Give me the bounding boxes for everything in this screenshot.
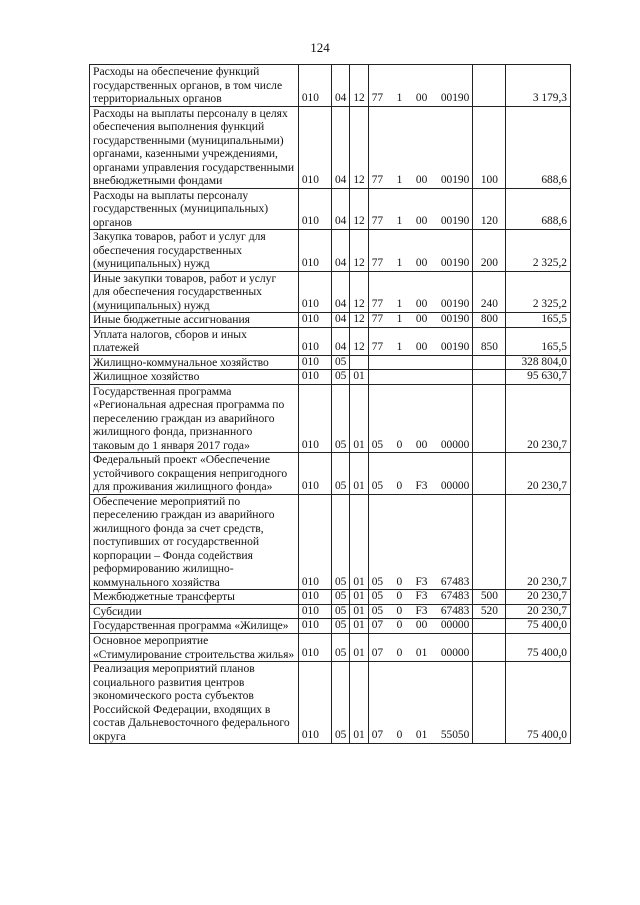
code-subsection: 12 (350, 65, 368, 107)
row-sum: 20 230,7 (506, 494, 571, 590)
target-article-part: 01 (415, 729, 428, 742)
target-article-part: 00 (415, 256, 428, 269)
target-article-part: 1 (396, 256, 403, 269)
target-article-part: 1 (396, 173, 403, 186)
code-target-article (368, 604, 473, 619)
code-target-article (368, 619, 473, 634)
code-expense-type: 520 (473, 604, 506, 619)
code-expense-type: 240 (473, 271, 506, 313)
target-article-parts (372, 215, 470, 229)
target-article-part: 00 (415, 341, 428, 353)
target-article-part: 77 (371, 91, 384, 104)
target-article-part: 77 (371, 173, 384, 186)
code-target-article (368, 327, 473, 355)
table-row (90, 370, 571, 385)
target-article-part: 77 (371, 313, 384, 325)
code-section: 04 (331, 230, 349, 272)
code-section: 04 (331, 65, 349, 107)
code-subsection: 12 (350, 188, 368, 230)
row-sum: 688,6 (506, 106, 571, 188)
code-section: 05 (331, 384, 349, 453)
code-grbs: 010 (298, 604, 331, 619)
target-article-parts (372, 341, 470, 355)
code-target-article (368, 65, 473, 107)
row-sum: 20 230,7 (506, 453, 571, 495)
code-subsection: 01 (350, 634, 368, 662)
table-row (90, 106, 571, 188)
target-article-part: 00000 (440, 619, 470, 632)
code-subsection: 12 (350, 106, 368, 188)
target-article-part: 01 (415, 647, 428, 660)
target-article-parts (372, 576, 470, 590)
code-target-article (368, 188, 473, 230)
code-grbs: 010 (298, 327, 331, 355)
row-name: Расходы на выплаты персоналу государственных (муниципальных) органов (90, 188, 299, 230)
table-row (90, 271, 571, 313)
target-article-part: 05 (371, 480, 384, 493)
target-article-part: 00190 (440, 256, 470, 269)
table-row (90, 619, 571, 634)
code-grbs: 010 (298, 662, 331, 744)
code-section: 05 (331, 634, 349, 662)
code-expense-type (473, 65, 506, 107)
target-article-part: 77 (371, 256, 384, 269)
target-article-parts (372, 313, 470, 327)
code-expense-type (473, 494, 506, 590)
target-article-part: 67483 (440, 604, 470, 617)
code-grbs: 010 (298, 230, 331, 272)
target-article-part: 77 (371, 298, 384, 311)
target-article-part: 00190 (440, 298, 470, 311)
code-subsection: 12 (350, 230, 368, 272)
code-section: 04 (331, 313, 349, 328)
row-name: Жилищно-коммунальное хозяйство (90, 355, 299, 370)
table-row (90, 313, 571, 328)
row-sum: 328 804,0 (506, 355, 571, 370)
row-sum: 165,5 (506, 327, 571, 355)
code-section: 05 (331, 662, 349, 744)
code-expense-type (473, 662, 506, 744)
code-subsection: 01 (350, 619, 368, 634)
target-article-part: 00000 (440, 438, 470, 451)
target-article-part: 0 (396, 590, 403, 603)
table-row (90, 355, 571, 370)
target-article-parts (372, 257, 470, 271)
target-article-parts (372, 590, 470, 604)
page-number: 124 (310, 40, 330, 55)
table-row (90, 590, 571, 605)
target-article-part: 0 (396, 480, 403, 493)
code-section: 05 (331, 453, 349, 495)
code-target-article (368, 634, 473, 662)
code-subsection: 01 (350, 662, 368, 744)
code-expense-type: 850 (473, 327, 506, 355)
row-name: Обеспечение мероприятий по переселению граждан из аварийного жилищного фонда за счет средств, поступивших от государственной корпорации – Фонда содействия реформированию жилищно-коммунального хозяйства (90, 494, 299, 590)
code-grbs: 010 (298, 590, 331, 605)
target-article-part: 1 (396, 313, 403, 325)
target-article-part: 1 (396, 341, 403, 353)
code-grbs: 010 (298, 634, 331, 662)
target-article-part: 00 (415, 298, 428, 311)
row-sum: 20 230,7 (506, 604, 571, 619)
code-section: 04 (331, 271, 349, 313)
code-subsection: 12 (350, 271, 368, 313)
target-article-part: 1 (396, 91, 403, 104)
target-article-part: F3 (415, 575, 428, 588)
target-article-parts (372, 619, 470, 633)
code-expense-type (473, 453, 506, 495)
target-article-part: 00 (415, 215, 428, 228)
code-section: 05 (331, 604, 349, 619)
target-article-part: 67483 (440, 590, 470, 603)
code-target-article (368, 355, 473, 370)
table-row (90, 384, 571, 453)
target-article-part: 00000 (440, 647, 470, 660)
table-row (90, 662, 571, 744)
target-article-part: F3 (415, 480, 428, 493)
code-grbs: 010 (298, 188, 331, 230)
code-subsection: 01 (350, 384, 368, 453)
code-subsection: 12 (350, 313, 368, 328)
row-sum: 688,6 (506, 188, 571, 230)
code-grbs: 010 (298, 494, 331, 590)
code-section: 05 (331, 370, 349, 385)
target-article-part: 07 (371, 619, 384, 632)
target-article-part: 55050 (440, 729, 470, 742)
table-row (90, 327, 571, 355)
code-grbs: 010 (298, 370, 331, 385)
code-expense-type (473, 355, 506, 370)
target-article-part: 0 (396, 438, 403, 451)
target-article-part: 67483 (440, 575, 470, 588)
target-article-part: 00190 (440, 341, 470, 353)
target-article-part: 77 (371, 215, 384, 228)
code-grbs: 010 (298, 355, 331, 370)
code-expense-type (473, 370, 506, 385)
code-expense-type (473, 384, 506, 453)
table-row (90, 634, 571, 662)
row-name: Иные бюджетные ассигнования (90, 313, 299, 328)
code-target-article (368, 494, 473, 590)
row-sum: 165,5 (506, 313, 571, 328)
target-article-part: F3 (415, 604, 428, 617)
row-name: Жилищное хозяйство (90, 370, 299, 385)
code-target-article (368, 106, 473, 188)
target-article-parts (372, 480, 470, 494)
code-target-article (368, 370, 473, 385)
code-section: 05 (331, 494, 349, 590)
code-expense-type: 100 (473, 106, 506, 188)
target-article-part: 00190 (440, 173, 470, 186)
code-target-article (368, 662, 473, 744)
code-section: 05 (331, 355, 349, 370)
table-row (90, 453, 571, 495)
code-subsection: 12 (350, 327, 368, 355)
code-section: 05 (331, 590, 349, 605)
code-expense-type (473, 619, 506, 634)
code-section: 04 (331, 188, 349, 230)
row-name: Закупка товаров, работ и услуг для обеспечения государственных (муниципальных) нужд (90, 230, 299, 272)
target-article-part: 0 (396, 647, 403, 660)
code-subsection (350, 355, 368, 370)
row-sum: 2 325,2 (506, 230, 571, 272)
code-grbs: 010 (298, 271, 331, 313)
target-article-part: 00000 (440, 480, 470, 493)
target-article-part: 0 (396, 604, 403, 617)
table-row (90, 494, 571, 590)
budget-table (89, 64, 571, 744)
table-row (90, 230, 571, 272)
row-name: Государственная программа «Жилище» (90, 619, 299, 634)
code-expense-type (473, 634, 506, 662)
target-article-part: 1 (396, 215, 403, 228)
row-name: Основное мероприятие «Стимулирование строительства жилья» (90, 634, 299, 662)
row-name: Уплата налогов, сборов и иных платежей (90, 327, 299, 355)
code-grbs: 010 (298, 313, 331, 328)
code-subsection: 01 (350, 370, 368, 385)
target-article-parts (372, 298, 470, 312)
code-target-article (368, 313, 473, 328)
code-section: 05 (331, 619, 349, 634)
row-name: Иные закупки товаров, работ и услуг для обеспечения государственных (муниципальных) нужд (90, 271, 299, 313)
target-article-part: 07 (371, 647, 384, 660)
target-article-part: 1 (396, 298, 403, 311)
target-article-part: 07 (371, 729, 384, 742)
code-grbs: 010 (298, 384, 331, 453)
row-name: Федеральный проект «Обеспечение устойчивого сокращения непригодного для проживания жилищного фонда» (90, 453, 299, 495)
target-article-parts (372, 174, 470, 188)
code-target-article (368, 230, 473, 272)
row-name: Расходы на выплаты персоналу в целях обеспечения выполнения функций государственными (муниципальными) органами, казенными учреждениями, органами управления государственными внебюджетными фондами (90, 106, 299, 188)
target-article-part: 77 (371, 341, 384, 353)
target-article-parts (372, 439, 470, 453)
code-expense-type: 800 (473, 313, 506, 328)
budget-table-body (90, 65, 571, 744)
target-article-part: 00 (415, 619, 428, 632)
target-article-part: 00190 (440, 91, 470, 104)
target-article-part: 00 (415, 438, 428, 451)
target-article-part: 05 (371, 604, 384, 617)
row-name: Государственная программа «Региональная адресная программа по переселению граждан из аварийного жилищного фонда, признанного таковым до 1 января 2017 года» (90, 384, 299, 453)
target-article-part: 00 (415, 173, 428, 186)
row-name: Межбюджетные трансферты (90, 590, 299, 605)
code-expense-type: 120 (473, 188, 506, 230)
code-target-article (368, 271, 473, 313)
row-sum: 2 325,2 (506, 271, 571, 313)
row-sum: 75 400,0 (506, 619, 571, 634)
row-sum: 20 230,7 (506, 590, 571, 605)
code-section: 04 (331, 327, 349, 355)
code-grbs: 010 (298, 65, 331, 107)
target-article-parts (372, 92, 470, 106)
row-name: Расходы на обеспечение функций государственных органов, в том числе территориальных органов (90, 65, 299, 107)
target-article-parts (372, 647, 470, 661)
code-grbs: 010 (298, 453, 331, 495)
row-name: Субсидии (90, 604, 299, 619)
code-target-article (368, 590, 473, 605)
code-subsection: 01 (350, 590, 368, 605)
code-grbs: 010 (298, 106, 331, 188)
row-sum: 95 630,7 (506, 370, 571, 385)
code-subsection: 01 (350, 604, 368, 619)
target-article-part: F3 (415, 590, 428, 603)
target-article-part: 00 (415, 313, 428, 325)
target-article-part: 00190 (440, 313, 470, 325)
table-row (90, 604, 571, 619)
target-article-parts (372, 605, 470, 619)
target-article-part: 0 (396, 575, 403, 588)
target-article-part: 00 (415, 91, 428, 104)
code-target-article (368, 384, 473, 453)
code-target-article (368, 453, 473, 495)
code-expense-type: 200 (473, 230, 506, 272)
code-subsection: 01 (350, 494, 368, 590)
target-article-part: 05 (371, 438, 384, 451)
target-article-part: 0 (396, 729, 403, 742)
target-article-part: 05 (371, 590, 384, 603)
row-name: Реализация мероприятий планов социального развития центров экономического роста субъектов Российской Федерации, входящих в состав Дальневосточного федерального округа (90, 662, 299, 744)
row-sum: 75 400,0 (506, 662, 571, 744)
row-sum: 20 230,7 (506, 384, 571, 453)
target-article-part: 05 (371, 575, 384, 588)
target-article-part: 00190 (440, 215, 470, 228)
row-sum: 75 400,0 (506, 634, 571, 662)
table-row (90, 188, 571, 230)
target-article-parts (372, 729, 470, 743)
row-sum: 3 179,3 (506, 65, 571, 107)
code-grbs: 010 (298, 619, 331, 634)
code-expense-type: 500 (473, 590, 506, 605)
code-section: 04 (331, 106, 349, 188)
code-subsection: 01 (350, 453, 368, 495)
table-row (90, 65, 571, 107)
target-article-part: 0 (396, 619, 403, 632)
